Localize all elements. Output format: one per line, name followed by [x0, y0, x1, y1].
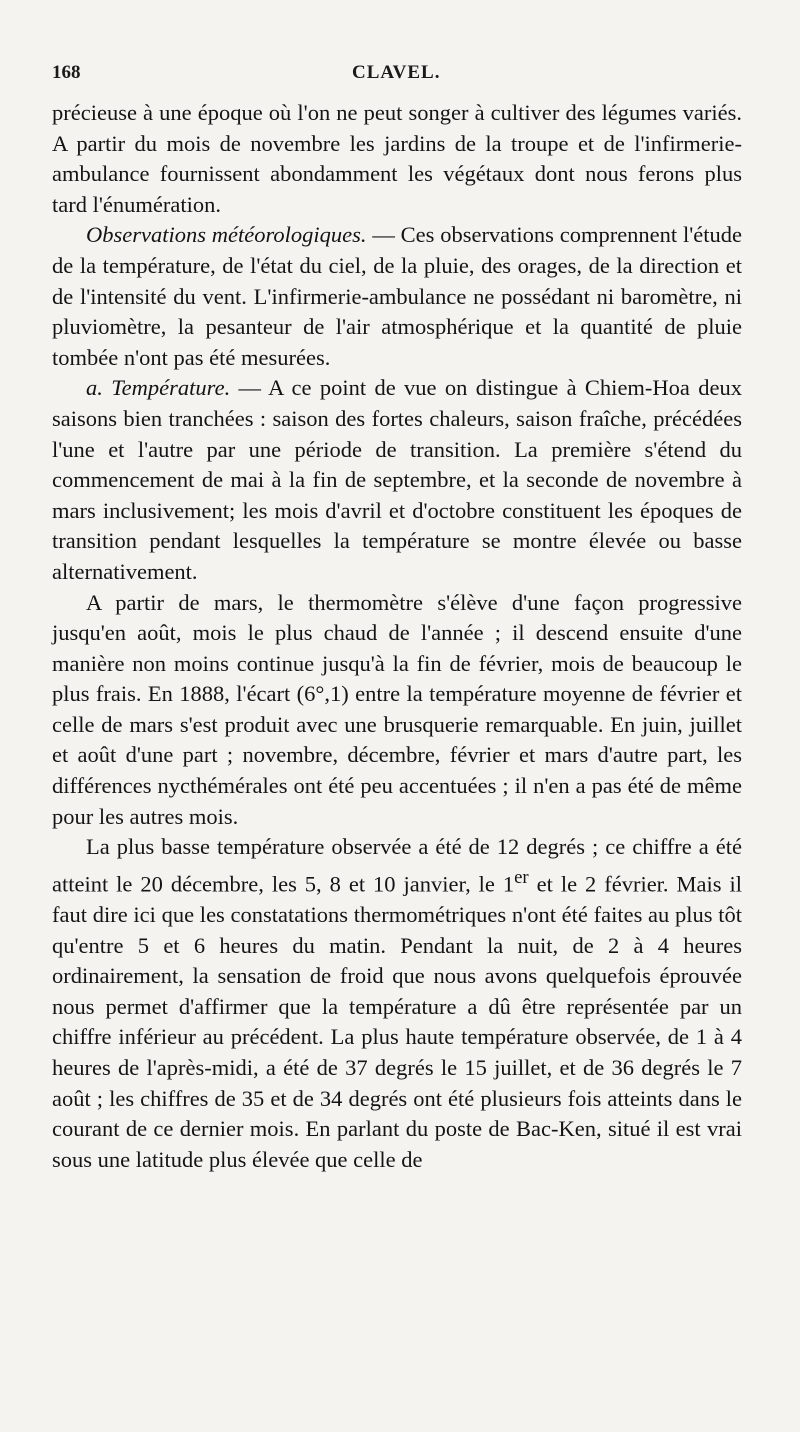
page-header — [52, 62, 742, 92]
paragraph-5-part-a: La plus basse température observée a été de 12 degrés ; ce chiffre a été atteint le 20 décembre, les 5, 8 et 10 janvier, le 1 — [52, 834, 742, 897]
ordinal-superscript: er — [514, 866, 529, 888]
paragraph-2 — [52, 220, 742, 373]
paragraph-3 — [52, 373, 742, 587]
paragraph-5-part-b: et le 2 février. Mais il faut dire ici que les constatations thermométriques n'ont été faites au plus tôt qu'entre 5 et 6 heures du matin. Pendant la nuit, de 2 à 4 heures ordinairement, la sensation de froid que nous avons quelquefois éprouvée nous permet d'affirmer que la température a dû être représentée par un chiffre inférieur au précédent. La plus haute température observée, de 1 à 4 heures de l'après-midi, a été de 37 degrés le 15 juillet, et de 36 degrés le 7 août ; les chiffres de 35 et de 34 degrés ont été plusieurs fois atteints dans le courant de ce dernier mois. En parlant du poste de Bac-Ken, situé il est vrai sous une latitude plus élevée que celle de — [52, 871, 742, 1172]
page-number: 168 — [52, 62, 81, 83]
section-heading-observations: Observations météorologiques. — [86, 222, 367, 248]
paragraph-4: A partir de mars, le thermomètre s'élève d'une façon progressive jusqu'en août, mois le plus chaud de l'année ; il descend ensuite d'une manière non moins continue jusqu'à la fin de février, mois de beaucoup le plus frais. En 1888, l'écart (6°,1) entre la température moyenne de février et celle de mars s'est produit avec une brusquerie remarquable. En juin, juillet et août d'une part ; novembre, décembre, février et mars d'autre part, les différences nycthémérales ont été peu accentuées ; il n'en a pas été de même pour les autres mois. — [52, 589, 742, 829]
paragraph-2-body: — Ces observations comprennent l'étude de la température, de l'état du ciel, de la pluie, des orages, de la direction et de l'intensité du vent. L'infirmerie-ambulance ne possédant ni baromètre, ni pluviomètre, la pesanteur de l'air atmosphérique et la quantité de pluie tombée n'ont pas été mesurées. — [52, 222, 742, 370]
body-text — [52, 98, 742, 1175]
paragraph-3-body: — A ce point de vue on distingue à Chiem-Hoa deux saisons bien tranchées : saison des fortes chaleurs, saison fraîche, précédées l'une et l'autre par une période de transition. La première s'étend du commencement de mai à la fin de septembre, et la seconde de novembre à mars inclusivement; les mois d'avril et d'octobre constituent les époques de transition pendant lesquelles la température se montre élevée ou basse alternativement. — [52, 375, 742, 584]
paragraph-5 — [52, 832, 742, 1175]
paragraph-1: précieuse à une époque où l'on ne peut songer à cultiver des légumes variés. A partir du mois de novembre les jardins de la troupe et de l'infirmerie-ambulance fournissent abondamment les végétaux dont nous ferons plus tard l'énumération. — [52, 100, 742, 217]
running-head: CLAVEL. — [352, 62, 441, 83]
section-heading-temperature: a. Température. — [86, 375, 231, 401]
